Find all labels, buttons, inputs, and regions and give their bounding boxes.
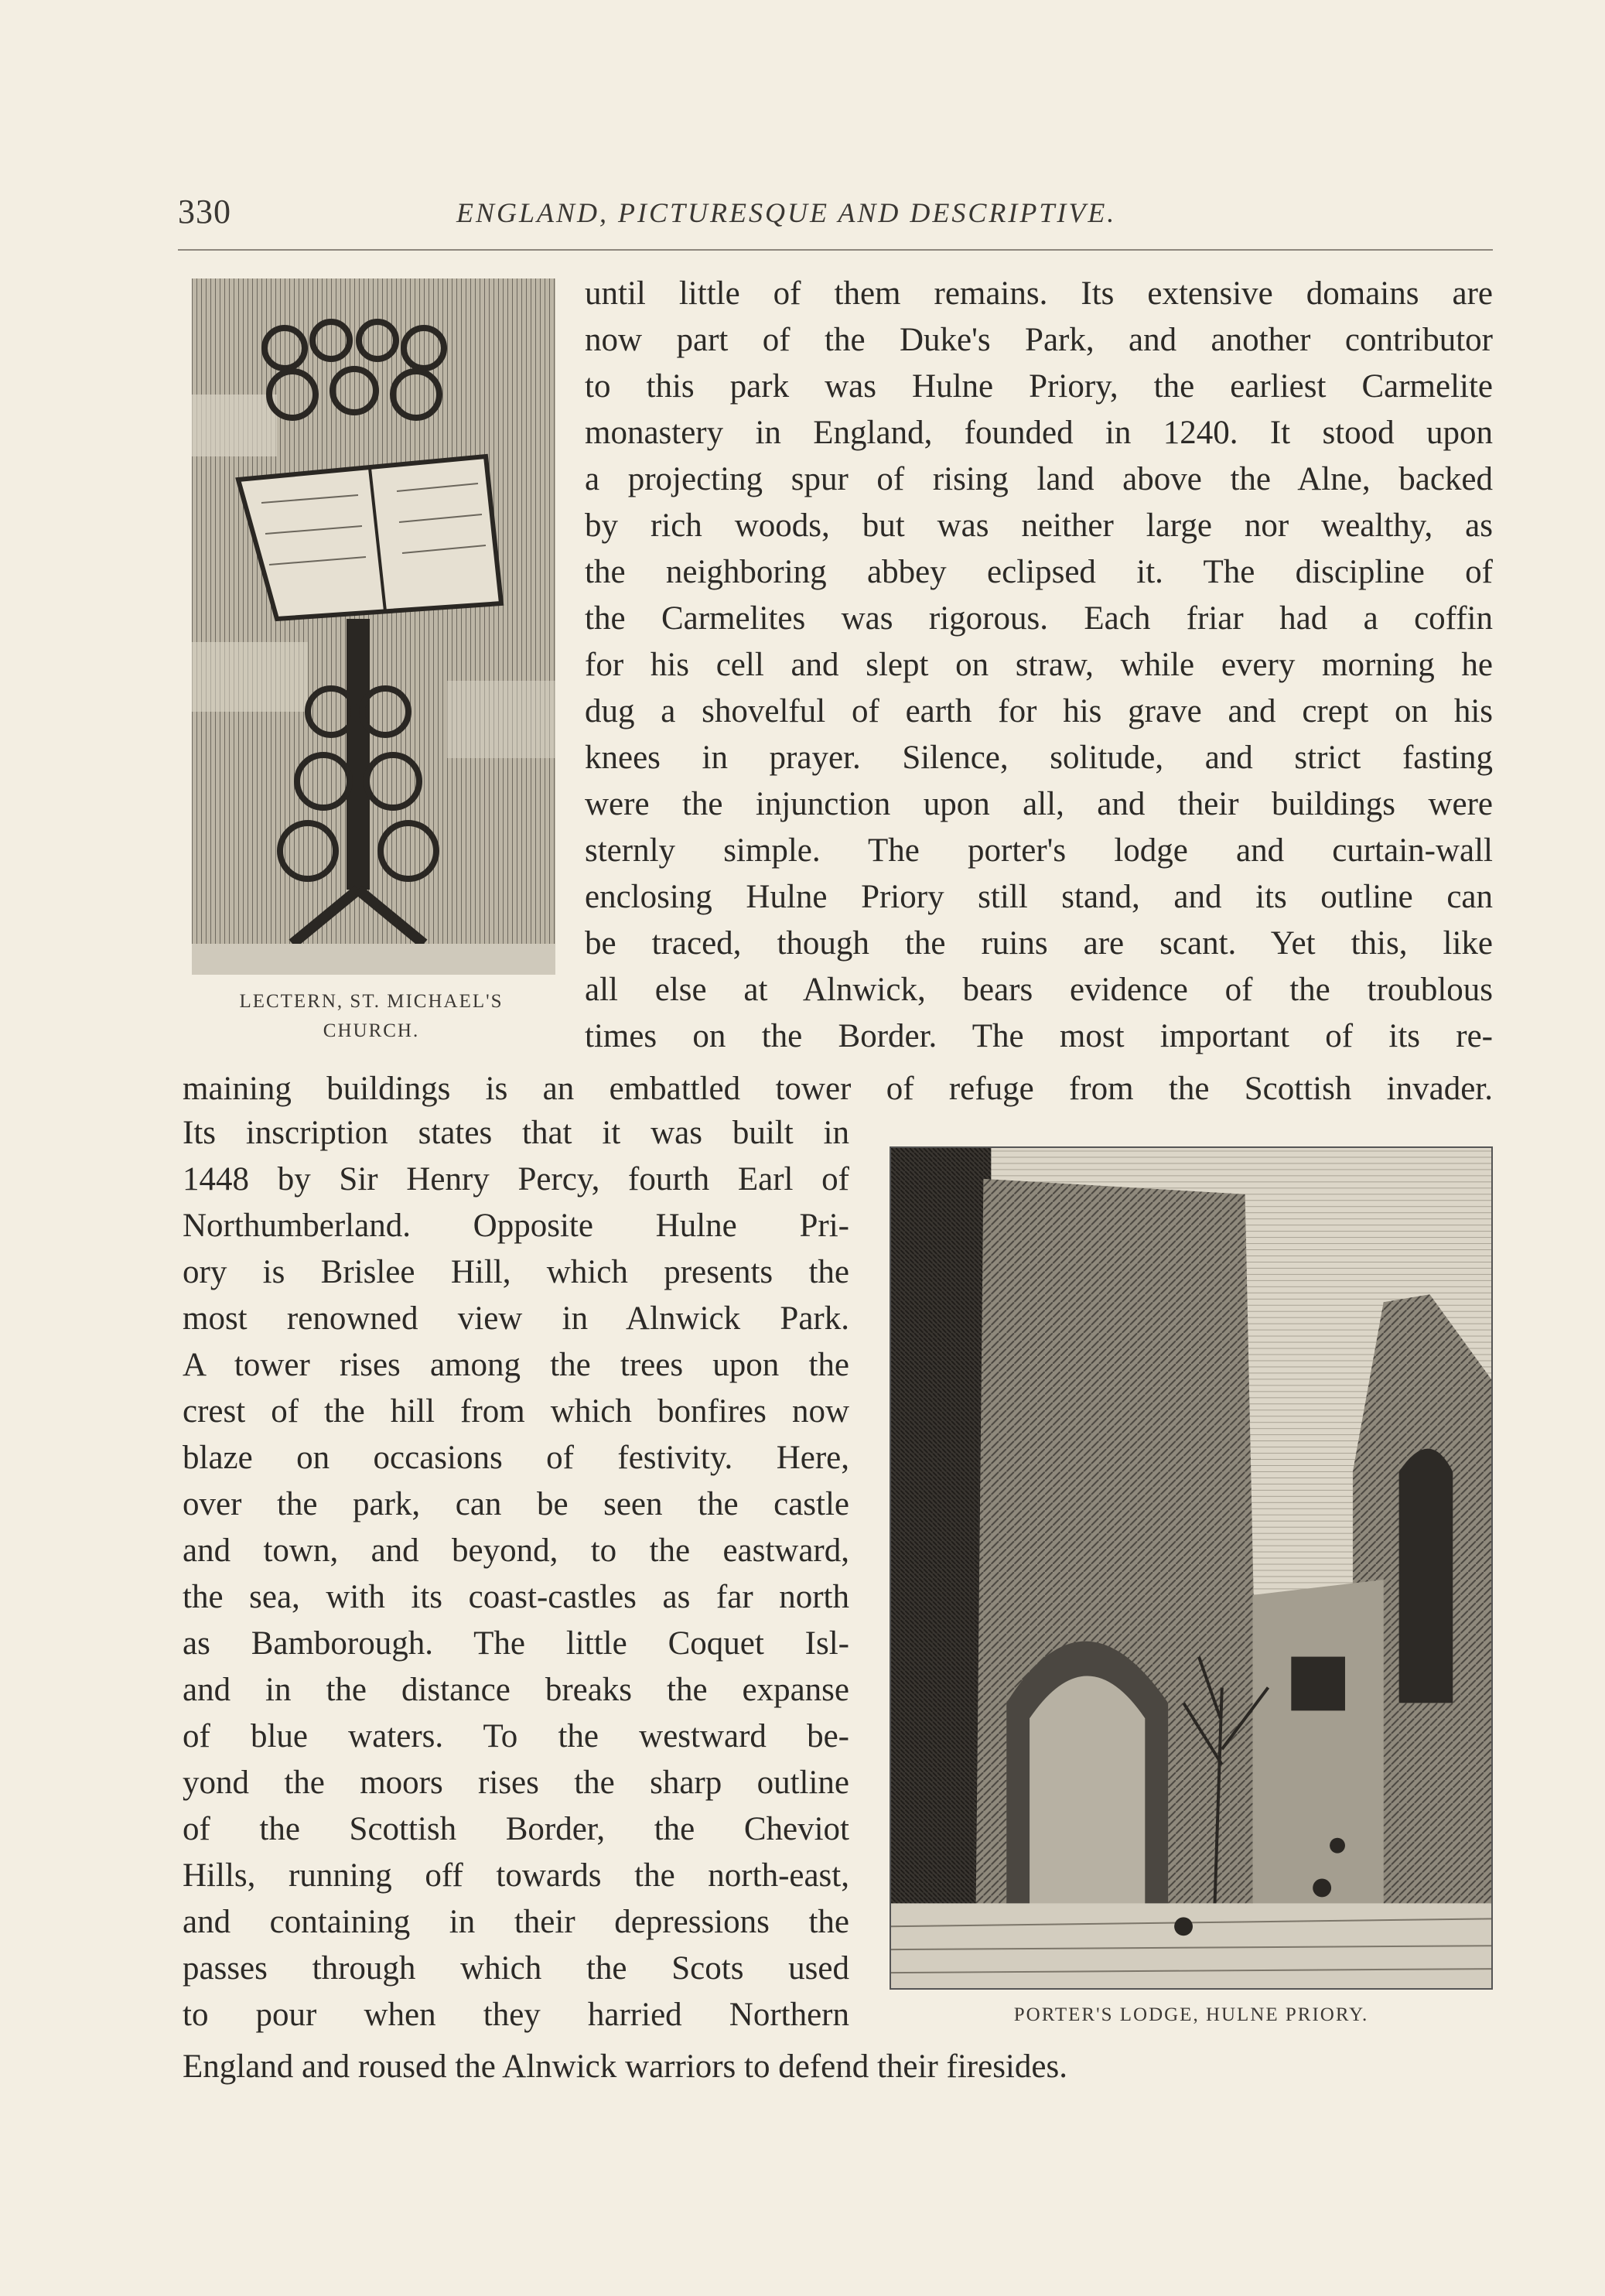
- porters-lodge-drawing: [891, 1148, 1491, 1988]
- text-line: the Carmelites was rigorous. Each friar had a coffin: [585, 600, 1493, 637]
- text-line: knees in prayer. Silence, solitude, and strict fasting: [585, 740, 1493, 776]
- text-line: all else at Alnwick, bears evidence of the troublous: [585, 972, 1493, 1008]
- text-line: a projecting spur of rising land above the Alne, backed: [585, 461, 1493, 497]
- text-line: blaze on occasions of festivity. Here,: [183, 1440, 849, 1476]
- text-line: sternly simple. The porter's lodge and curtain-wall: [585, 832, 1493, 869]
- text-line: by rich woods, but was neither large nor wealthy, as: [585, 507, 1493, 544]
- text-line: and containing in their depressions the: [183, 1904, 849, 1940]
- lectern-engraving-icon: [192, 278, 555, 975]
- text-line: until little of them remains. Its extensive domains are: [585, 275, 1493, 312]
- text-line: Northumberland. Opposite Hulne Pri-: [183, 1208, 849, 1244]
- text-line: dug a shovelful of earth for his grave and crept on his: [585, 693, 1493, 729]
- text-line: times on the Border. The most important of its re-: [585, 1018, 1493, 1054]
- text-line: and town, and beyond, to the eastward,: [183, 1532, 849, 1569]
- text-line: Its inscription states that it was built in: [183, 1115, 849, 1151]
- text-line: of the Scottish Border, the Cheviot: [183, 1811, 849, 1847]
- text-line: for his cell and slept on straw, while every morning he: [585, 647, 1493, 683]
- text-line: monastery in England, founded in 1240. It stood upon: [585, 415, 1493, 451]
- text-line: passes through which the Scots used: [183, 1950, 849, 1987]
- text-line: yond the moors rises the sharp outline: [183, 1765, 849, 1801]
- tower-gateway-engraving-icon: [890, 1146, 1493, 1990]
- page-header: [178, 192, 1493, 238]
- page-number: 330: [178, 193, 231, 231]
- text-line: over the park, can be seen the castle: [183, 1486, 849, 1522]
- text-line: Hills, running off towards the north-east,: [183, 1857, 849, 1894]
- text-line: enclosing Hulne Priory still stand, and its outline can: [585, 879, 1493, 915]
- text-line: be traced, though the ruins are scant. Yet this, like: [585, 925, 1493, 962]
- text-line: the neighboring abbey eclipsed it. The discipline of: [585, 554, 1493, 590]
- text-line: and in the distance breaks the expanse: [183, 1672, 849, 1708]
- header-rule: [178, 249, 1493, 251]
- text-line: A tower rises among the trees upon the: [183, 1347, 849, 1383]
- text-line: of blue waters. To the westward be-: [183, 1718, 849, 1754]
- text-line: as Bamborough. The little Coquet Isl-: [183, 1625, 849, 1662]
- text-line: were the injunction upon all, and their buildings were: [585, 786, 1493, 822]
- porters-lodge-caption: PORTER'S LODGE, HULNE PRIORY.: [1013, 2004, 1369, 2025]
- text-line: most renowned view in Alnwick Park.: [183, 1300, 849, 1337]
- text-line: maining buildings is an embattled tower of refuge from the Scottish invader.: [183, 1071, 1493, 1107]
- running-title: ENGLAND, PICTURESQUE AND DESCRIPTIVE.: [456, 197, 1117, 228]
- text-line: ory is Brislee Hill, which presents the: [183, 1254, 849, 1290]
- lectern-caption-line1: LECTERN, ST. MICHAEL'S: [239, 991, 504, 1012]
- lectern-caption: [178, 987, 565, 1046]
- text-line: 1448 by Sir Henry Percy, fourth Earl of: [183, 1161, 849, 1198]
- text-line: now part of the Duke's Park, and another contributor: [585, 322, 1493, 358]
- text-line: the sea, with its coast-castles as far north: [183, 1579, 849, 1615]
- text-line: to this park was Hulne Priory, the earliest Carmelite: [585, 368, 1493, 405]
- text-line: to pour when they harried Northern: [183, 1997, 849, 2033]
- text-line: England and roused the Alnwick warriors to defend their firesides.: [183, 2048, 1067, 2085]
- lectern-caption-line2: CHURCH.: [323, 1020, 420, 1041]
- text-line: crest of the hill from which bonfires now: [183, 1393, 849, 1430]
- lectern-drawing: [192, 278, 555, 975]
